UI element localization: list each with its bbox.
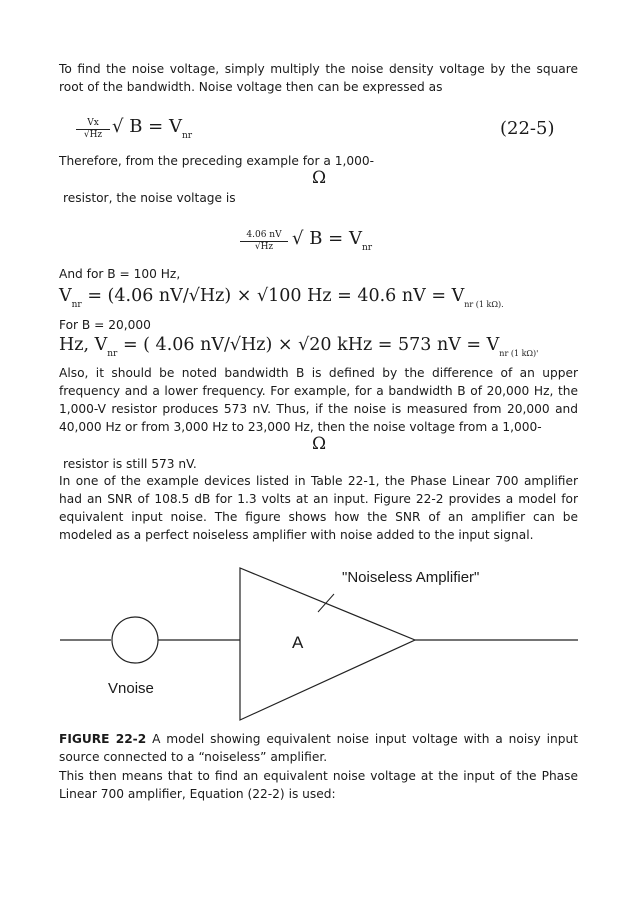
amplifier-triangle [240, 568, 415, 720]
paragraph-b-100hz: And for B = 100 Hz, [59, 267, 181, 281]
paragraph-equivalent-noise: This then means that to find an equivalent noise voltage at the input of the Phase Linear 700 amplifier, Equation (22-2) is used: [59, 769, 578, 801]
equation-22-5-numerator: Vx [87, 118, 99, 128]
equation-3-text: = (4.06 nV/√Hz) × √100 Hz = 40.6 nV = V [87, 286, 465, 306]
equation-22-5-denominator: √Hz [76, 129, 110, 141]
paragraph-resistor-noise: resistor, the noise voltage is [63, 191, 236, 205]
equation-2-body [292, 228, 373, 253]
equation-4-subscript-2: nr (1 kΩ)' [499, 349, 539, 358]
paragraph-noise-voltage-intro: To find the noise voltage, simply multiply the noise density voltage by the square root of the bandwidth. Noise voltage then can be expressed as [59, 62, 578, 94]
equation-2-numerator: 4.06 nV [246, 230, 282, 240]
paragraph-preceding-example: Therefore, from the preceding example for a 1,000- [59, 154, 374, 168]
figure-caption-label: FIGURE 22-2 [59, 732, 147, 746]
equation-22-5-subscript: nr [181, 131, 193, 141]
ohm-symbol-2: Ω [312, 434, 327, 454]
equation-2-subscript: nr [361, 243, 373, 253]
equation-4-subscript-1: nr [107, 349, 118, 359]
vnoise-label: Vnoise [108, 680, 154, 697]
equation-2-denominator: √Hz [240, 241, 288, 253]
equation-4-text: = ( 4.06 nV/√Hz) × √20 kHz = 573 nV = V [122, 335, 500, 355]
equation-22-5-body [112, 116, 193, 141]
paragraph-bandwidth-definition: Also, it should be noted bandwidth B is defined by the difference of an upper frequency and a lower frequency. For example, for a bandwidth B of 20,000 Hz, the 1,000-V resistor produces 573 nV. Thus, if the noise is measured from 20,000 and 40,000 Hz or from 3,000 Hz to 23,000 Hz, then the noise voltage from a 1,000- [59, 366, 578, 434]
equation-22-5-label: (22-5) [500, 118, 555, 139]
ohm-symbol-1: Ω [312, 168, 327, 188]
noise-source-circle [112, 617, 158, 663]
noiseless-amplifier-label: "Noiseless Amplifier" [342, 569, 480, 586]
figure-22-2-diagram [0, 560, 637, 730]
equation-22-5-fraction [76, 118, 110, 141]
equation-3-subscript-1: nr [71, 300, 82, 310]
label-leader-line [318, 594, 334, 612]
equation-3-v: V [59, 286, 72, 306]
equation-4 [59, 335, 539, 359]
equation-4-prefix: Hz, V [59, 335, 108, 355]
paragraph-resistor-still: resistor is still 573 nV. [63, 457, 197, 471]
paragraph-phase-linear-snr: In one of the example devices listed in Table 22-1, the Phase Linear 700 amplifier had an SNR of 108.5 dB for 1.3 volts at an input. Figure 22-2 provides a model for equivalent input noise. The figure shows how the SNR of an amplifier can be modeled as a perfect noiseless amplifier with noise added to the input signal. [59, 474, 578, 542]
equation-3-subscript-2: nr (1 kΩ). [464, 300, 504, 309]
equation-2-text: √ B = V [292, 228, 362, 249]
equation-2-fraction [240, 230, 288, 253]
equation-3 [59, 286, 504, 310]
figure-caption-text: A model showing equivalent noise input voltage with a noisy input source connected to a “noiseless” amplifier. [59, 732, 578, 764]
figure-22-2-caption [59, 730, 578, 766]
equation-22-5-text: √ B = V [112, 116, 182, 137]
amplifier-symbol-a: A [292, 633, 304, 652]
paragraph-b-20000: For B = 20,000 [59, 318, 151, 332]
